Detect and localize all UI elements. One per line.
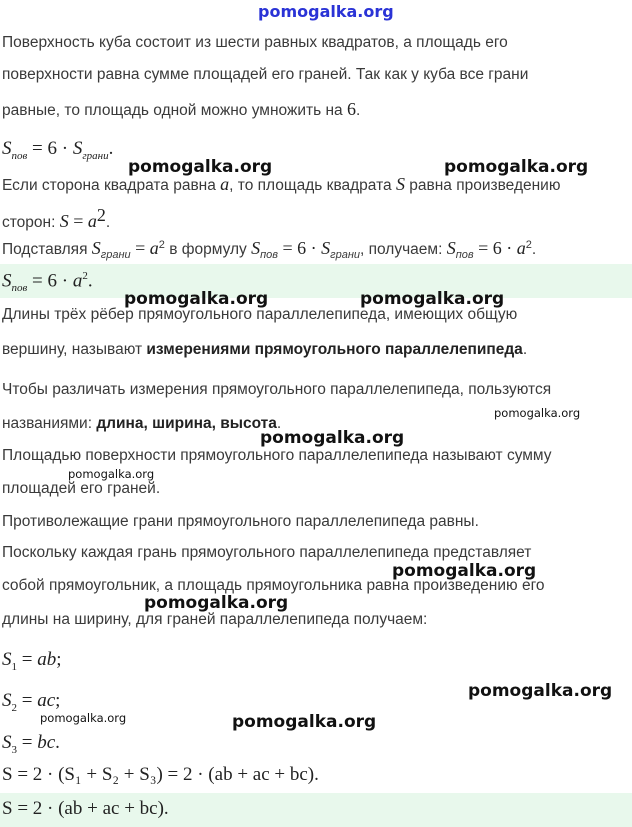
paragraph-line: Чтобы различать измерения прямоугольного параллелепипеда, пользуются: [2, 381, 552, 398]
math-op: =: [17, 690, 38, 711]
watermark: pomogalka.org: [444, 157, 589, 177]
watermark: pomogalka.org: [494, 406, 581, 420]
math-sub: грани: [82, 149, 109, 162]
math-sub: пов: [11, 282, 28, 295]
math-sup: 2: [82, 270, 88, 282]
paragraph-line: [2, 341, 628, 359]
math-var: S: [2, 690, 12, 711]
text: .: [355, 102, 361, 119]
math-var: S: [395, 174, 405, 194]
paragraph-line: [2, 99, 628, 120]
text: , то площадь квадрата: [229, 177, 396, 194]
math-var: S: [321, 238, 331, 258]
formula-cube-result: [2, 270, 93, 294]
math-var: a: [149, 238, 159, 258]
math-op: = 6 ·: [473, 238, 517, 258]
math-var: a: [516, 238, 526, 258]
math-var: a: [220, 174, 230, 194]
text: равные, то площадь одной можно умножить на: [2, 102, 347, 119]
math-sup: 2: [158, 238, 165, 251]
math-op: = 6 ·: [278, 238, 322, 258]
formula-s3: [2, 732, 60, 756]
math-sub: пов: [455, 249, 474, 262]
math-var: ab: [37, 649, 57, 670]
highlight-result: [0, 264, 632, 298]
watermark: pomogalka.org: [40, 711, 127, 725]
math-var: S: [91, 238, 101, 258]
math-sub: 2: [11, 701, 17, 714]
text: Подставляя: [2, 241, 92, 258]
math-var: S: [251, 238, 261, 258]
math-sub: грани: [330, 249, 361, 262]
text: , получаем:: [360, 241, 447, 258]
math-var: ac: [37, 690, 56, 711]
bold-term: длина, ширина, высота: [96, 415, 277, 432]
math-op: ;: [55, 690, 61, 711]
text: равна произведению: [404, 177, 561, 194]
formula-s1: [2, 649, 62, 673]
math-sub: грани: [100, 249, 131, 262]
math-op: ;: [56, 649, 62, 670]
watermark: pomogalka.org: [68, 467, 155, 481]
math-var: S: [2, 732, 12, 753]
math-var: S: [72, 138, 83, 159]
paragraph-line: площадей его граней.: [2, 480, 161, 497]
math-op: .: [87, 270, 93, 292]
math-var: S: [2, 138, 12, 159]
math-sub: 1: [11, 660, 17, 673]
formula-surface: [2, 138, 113, 162]
formula-total-result: S = 2 · (ab + ac + bc).: [2, 798, 169, 819]
paragraph-line: Противолежащие грани прямоугольного параллелепипеда равны.: [2, 513, 479, 530]
math-op: =: [17, 732, 38, 753]
watermark: pomogalka.org: [360, 289, 505, 309]
text: .: [105, 214, 111, 232]
text: сторон:: [2, 214, 60, 232]
bold-term: измерениями прямоугольного параллелепипеда: [146, 341, 523, 358]
math-sub: 3: [11, 743, 17, 756]
math-var: S: [446, 238, 456, 258]
watermark: pomogalka.org: [124, 289, 269, 309]
site-watermark: pomogalka.org: [258, 2, 394, 21]
paragraph-line: [2, 174, 628, 195]
math-op: =: [68, 211, 88, 232]
paragraph-line: поверхности равна сумме площадей его граней. Так как у куба все грани: [2, 66, 529, 83]
text: .: [522, 341, 528, 358]
math-op: = 6 ·: [27, 270, 73, 292]
paragraph-line: собой прямоугольник, а площадь прямоугольника равна произведению его: [2, 577, 545, 594]
math-var: a: [87, 211, 97, 232]
math-number: 6: [346, 99, 356, 119]
watermark: pomogalka.org: [392, 561, 537, 581]
math-var: S: [2, 270, 12, 292]
paragraph-line: длины на ширину, для граней параллелепипеда получаем:: [2, 611, 428, 628]
watermark: pomogalka.org: [468, 681, 613, 701]
watermark: pomogalka.org: [144, 593, 289, 613]
math-var: S: [2, 649, 12, 670]
paragraph-line: Площадью поверхности прямоугольного параллелепипеда называют сумму: [2, 447, 552, 464]
text: Если сторона квадрата равна: [2, 177, 221, 194]
watermark: pomogalka.org: [260, 428, 405, 448]
formula-total: S = 2 · (S₁ + S₂ + S₃) = 2 · (ab + ac + bc).: [2, 764, 319, 785]
watermark: pomogalka.org: [232, 712, 377, 732]
paragraph-line: [2, 238, 628, 261]
watermark: pomogalka.org: [128, 157, 273, 177]
text: .: [531, 241, 537, 258]
text: вершину, называют: [2, 341, 147, 358]
math-op: .: [55, 732, 60, 753]
paragraph-line: Поверхность куба состоит из шести равных квадратов, а площадь его: [2, 34, 508, 51]
paragraph-line: [2, 205, 628, 232]
math-op: = 6 ·: [27, 138, 73, 159]
text: .: [276, 415, 282, 432]
math-sub: пов: [260, 249, 279, 262]
math-var: a: [72, 270, 83, 292]
math-sup: 2: [96, 205, 106, 225]
math-var: bc: [37, 732, 56, 753]
paragraph-line: Длины трёх рёбер прямоугольного параллелепипеда, имеющих общую: [2, 306, 518, 323]
math-var: S: [59, 211, 69, 232]
text: названиями:: [2, 415, 97, 432]
paragraph-line: Поскольку каждая грань прямоугольного параллелепипеда представляет: [2, 544, 532, 561]
math-sup: 2: [525, 238, 532, 251]
math-op: .: [108, 138, 114, 159]
math-sub: пов: [11, 149, 28, 162]
math-op: =: [17, 649, 38, 670]
math-op: =: [130, 238, 150, 258]
text: в формулу: [164, 241, 252, 258]
